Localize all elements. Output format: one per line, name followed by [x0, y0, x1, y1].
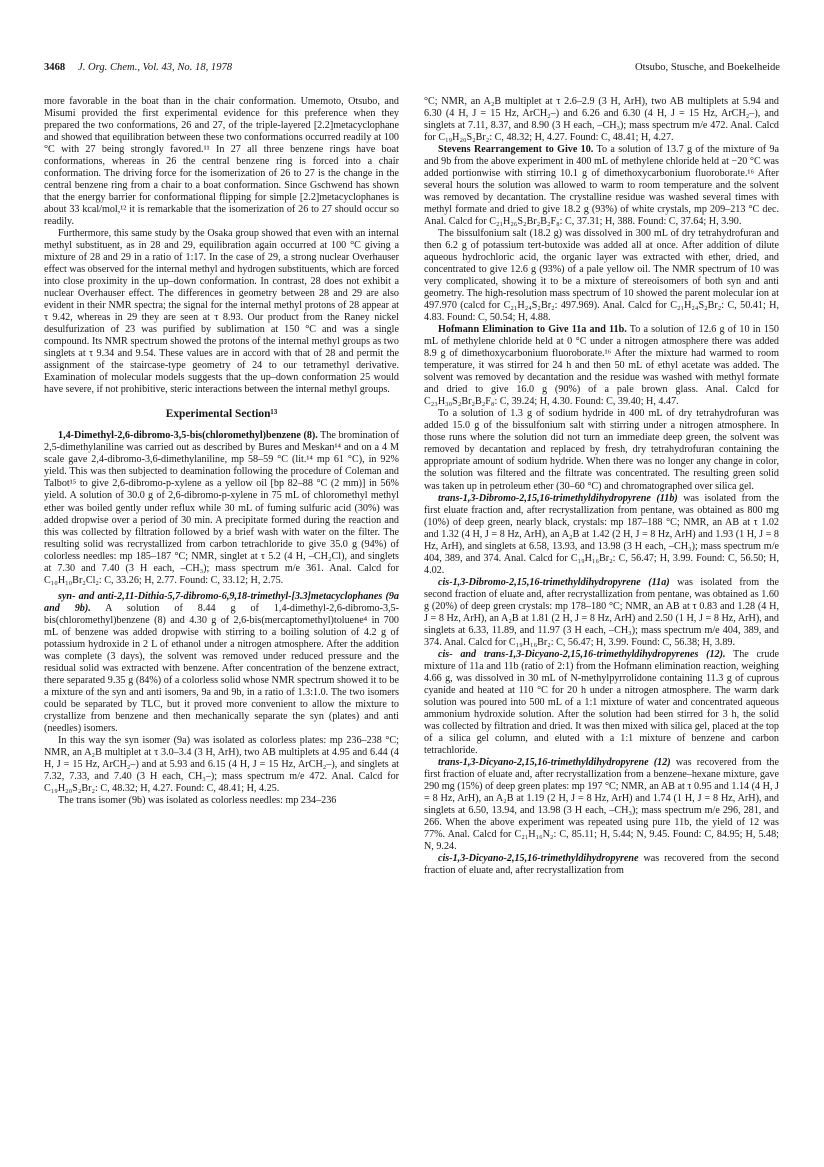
paragraph: Furthermore, this same study by the Osaka group showed that even with an internal methyl substituent, as in 28 and 29, equilibration again occurred at 100 °C giving a mixture of 28 and 29 in a ratio of 1:17. In the case of 29, a strong nuclear Overhauser effect was observed for the internal methyl and hydrogen substituents, which are forced into close proximity in the up–down conformation. In contrast, 28 does not exhibit a nuclear Overhauser effect. The differences in geometry between 28 and 29 are also evident in their NMR spectra; the signal for the internal methyl protons of 28 appear at τ 9.42, whereas in 29 they are seen at τ 8.93. Our product from the Raney nickel desulfurization of 23 was purified by sublimation at 150 °C and was a single compound. Its NMR spectrum showed the protons of the internal methyl groups as two singlets at τ 9.34 and 9.54. These values are in accord with that of 28 and permit the assignment of the staircase-type geometry of 24 to our tetramethyl derivative. Examination of molecular models suggests that the up–down conformation 25 would have severe, if not prohibitive, steric interactions between the internal methyl groups.: [44, 228, 399, 396]
paragraph-text: The bromination of 2,5-dimethylaniline was carried out as described by Bures and Meskan¹⁴ and on a 4 M scale gave 2,4-dibromo-3,6-dimethylaniline, mp 58–59 °C (lit.¹⁴ mp 61 °C), in 92% yield. This was then subjected to deamination following the procedure of Coleman and Talbot¹⁵ to give 2,6-dibromo-p-xylene as a yellow oil [bp 82–88 °C (2 mm)] in 56% yield. A solution of 30.0 g of 2,6-dibromo-p-xylene in 75 mL of chloromethyl methyl ether was boiled gently under reflux while 30 mL of fuming sulfuric acid (30%) was added dropwise over a period of 30 min. A precipitate formed during the reaction and this was collected by filtration followed by a brief wash with water on the filter. The resulting solid was recrystallized from carbon tetrachloride to give 35.0 g (94%) of colorless needles: mp 185–187 °C; NMR, singlet at τ 5.2 (4 H, –CH₂Cl), and singlets at 7.30 and 7.40 (3 H each, –CH₃); mass spectrum m/e 361. Anal. Calcd for C₁₀H₁₀Br₂Cl₂: C, 33.26; H, 2.77. Found: C, 33.12; H, 2.75.: [44, 430, 399, 586]
paragraph-text: was recovered from the first fraction of eluate and, after recrystallization from a benzene–hexane mixture, gave 290 mg (15%) of deep green plates: mp 197 °C; NMR, an AB at τ 0.95 and 1.14 (4 H, J = 8 Hz, ArH), an A₂B at 1.19 (2 H, J = 8 Hz, ArH) and 1.74 (1 H, J = 8 Hz, ArH), and singlets at 6.50, 13.94, and 13.98 (3 H each, –CH₃); mass spectrum m/e 296, 281, and 266. When the above experiment was repeated using pure 11b, the yield of 12 was 77%. Anal. Calcd for C₂₁H₁₆N₂: C, 85.11; H, 5.44; N, 9.45. Found: C, 84.95; H, 5.48; N, 9.24.: [424, 756, 779, 852]
experimental-paragraph: [44, 430, 399, 586]
paragraph: The trans isomer (9b) was isolated as colorless needles: mp 234–236: [58, 794, 337, 806]
right-column: [424, 96, 779, 877]
experimental-paragraph: [424, 853, 779, 877]
paragraph: The bissulfonium salt (18.2 g) was dissolved in 300 mL of dry tetrahydrofuran and then 6.2 g of potassium tert-butoxide was added all at once. After addition of dilute aqueous hydrochloric acid, the organic layer was extracted with ether, dried, and concentrated to give 12.6 g (93%) of a pale yellow oil. The NMR spectrum of 10 was very complicated, showing it to be a mixture of stereoisomers of both syn and anti geometry. The high-resolution mass spectrum of 10 showed the parent molecular ion at 497.970 (calcd for C₂₁H₂₄S₂Br₂: 497.969). Anal. Calcd for C₂₁H₂₄S₂Br₂: C, 50.41; H, 4.83. Found: C, 50.54; H, 4.88.: [424, 228, 779, 324]
paragraph-text: To a solution of 13.7 g of the mixture of 9a and 9b from the above experiment in 400 mL of methylene chloride held at −20 °C was added portionwise with stirring 10.1 g of dimethoxycarbonium fluoroborate.¹⁶ After several hours the solution was allowed to warm to room temperature and the solvent was removed by decantation. The crystalline residue was washed several times with methyl formate and dried to give 18.2 g (93%) of white crystals, mp 209–213 °C dec. Anal. Calcd for C₂₁H₂₆S₂Br₂B₂F₈: C, 37.31; H, 388. Found: C, 37.64; H, 3.90.: [424, 144, 780, 228]
page-number: 3468: [44, 62, 66, 73]
paragraph: To a solution of 1.3 g of sodium hydride in 400 mL of dry tetrahydrofuran was added 15.0 g of the bissulfonium salt with stirring under a nitrogen atmosphere. In those runs where the solution did not turn an immediate deep green, the solvent was removed by decantation and replaced by fresh, dry tetrahydrofuran containing the appropriate amount of sodium hydride. When there was no longer any change in color, the solution was filtered and the filtrate was concentrated. The resulting green solid was taken up in petroleum ether (30–60 °C) and chromatographed over silica gel.: [424, 408, 779, 492]
experimental-paragraph: [424, 757, 779, 853]
compound-heading: trans-1,3-Dibromo-2,15,16-trimethyldihydropyrene (11b): [438, 492, 678, 504]
paragraph-text: was isolated from the first eluate fraction and, after recrystallization from pentane, was obtained as 800 mg (10%) of deep green, nearly black, crystals: mp 187–188 °C; NMR, an AB at τ 1.02 and 1.32 (4 H, J = 8 Hz, ArH), an A₂B at 1.42 (2 H, J = 8 Hz, ArH) and 1.93 (1 H, J = 8 Hz, ArH), and singlets at 6.58, 13.93, and 13.98 (3 H each, –CH₃); mass spectrum m/e 404, 389, and 374. Anal. Calcd for C₁₉H₁₆Br₂: C, 56.47; H, 3.99. Found: C, 56.50; H, 4.02.: [424, 492, 779, 576]
paragraph-text: The crude mixture of 11a and 11b (ratio of 2:1) from the Hofmann elimination reaction, weighing 4.66 g, was dissolved in 30 mL of N-methylpyrrolidone containing 11.3 g of cuprous cyanide and heated at 110 °C for 20 h under a nitrogen atmosphere. The warm dark solution was poured into 500 mL of a 1:1 mixture of water and concentrated aqueous ammonium hydroxide solution. After the solution had been stirred for 3 h, the solid was collected by filtration and dried. It was then mixed with silica gel, placed at the top of a silica gel column, and eluted with a 1:1 mixture of benzene and carbon tetrachloride.: [424, 648, 779, 756]
experimental-paragraph: [424, 493, 779, 577]
compound-heading: Hofmann Elimination to Give 11a and 11b.: [438, 324, 627, 336]
paragraph-text: To a solution of 12.6 g of 10 in 150 mL of methylene chloride held at 0 °C under a nitrogen atmosphere there was added 8.9 g of dimethoxycarbonium fluoroborate.¹⁶ After the mixture had warmed to room temperature, it was stirred for 24 h and then 50 mL of ethyl acetate was added. The solvent was removed by decantation and the residue was washed with methyl formate and dried to give 16.0 g (90%) of a pale brown glass. Anal. Calcd for C₂₃H₃₀S₂Br₂B₂F₈: C, 39.24; H, 4.30. Found: C, 39.40; H, 4.47.: [424, 324, 779, 408]
paragraph: In this way the syn isomer (9a) was isolated as colorless plates: mp 236–238 °C; NMR, an A₂B multiplet at τ 3.0–3.4 (3 H, ArH), two AB multiplets at 4.95 and 6.44 (4 H, J = 15 Hz, ArCH₂–) and at 5.93 and 6.15 (4 H, J = 15 Hz, ArCH₂–), and singlets at 7.32, 7.33, and 7.40 (3 H each, CH₃–); mass spectrum m/e 472. Anal. Calcd for C₁₉H₂₀S₂Br₂: C, 48.32; H, 4.27. Found: C, 48.41; H, 4.25.: [44, 734, 399, 794]
compound-heading: cis-1,3-Dicyano-2,15,16-trimethyldihydropyrene: [438, 852, 639, 864]
experimental-paragraph: [44, 591, 399, 735]
compound-heading: trans-1,3-Dicyano-2,15,16-trimethyldihydropyrene (12): [438, 756, 671, 768]
running-authors: Otsubo, Stusche, and Boekelheide: [634, 62, 780, 73]
experimental-paragraph: [424, 144, 779, 228]
compound-heading: 1,4-Dimethyl-2,6-dibromo-3,5-bis(chloromethyl)benzene (8).: [58, 430, 318, 442]
compound-heading: cis-1,3-Dibromo-2,15,16-trimethyldihydropyrene (11a): [438, 576, 670, 588]
paragraph-text: A solution of 8.44 g of 1,4-dimethyl-2,6-dibromo-3,5-bis(chloromethyl)benzene (8) and 4.30 g of 2,6-bis(mercaptomethyl)toluene⁴ in 700 mL of benzene was added dropwise with stirring to a boiling solution of 4.2 g of potassium hydroxide in 2 L of ethanol under a nitrogen atmosphere. After the addition was complete (3 days), the solvent was removed under reduced pressure and the residual solid was extracted with benzene. After concentration of the benzene extract, there separated 9.35 g (84%) of a colorless solid whose NMR spectrum showed it to be a mixture of the syn and anti isomers, 9a and 9b, in a ratio of 1.3:1.0. The two isomers could be separated by TLC, but it proved more convenient to allow the mixture to crystallize from benzene and then mechanically separate the syn (plates) and anti (needles) isomers.: [44, 602, 399, 734]
paragraph-text: was recovered from the second fraction of eluate and, after recrystallization from: [424, 852, 779, 876]
experimental-paragraph: [424, 649, 779, 757]
left-column: [44, 96, 399, 807]
compound-heading: Stevens Rearrangement to Give 10.: [438, 144, 594, 156]
section-heading: Experimental Section¹³: [165, 408, 278, 421]
paragraph-text: was isolated from the second fraction of eluate and, after recrystallization from pentane, was obtained as 1.60 g (20%) of deep green crystals: mp 178–180 °C; NMR, an AB at τ 0.83 and 1.28 (4 H, J = 8 Hz, ArH), an A₂B at 1.81 (2 H, J = 8 Hz, ArH) and 2.50 (1 H, J = 8 Hz, ArH), and singlets at 6.33, 11.89, and 11.97 (3 H each, –CH₃); mass spectrum m/e 404, 389, and 374. Anal. Calcd for C₁₉H₁₆Br₂: C, 56.47; H, 3.99. Found: C, 56.38; H, 3.89.: [424, 576, 779, 648]
journal-citation: J. Org. Chem., Vol. 43, No. 18, 1978: [78, 62, 233, 73]
compound-heading: cis- and trans-1,3-Dicyano-2,15,16-trimethyldihydropyrenes (12).: [438, 648, 726, 660]
running-header: [44, 62, 780, 78]
compound-heading: syn- and anti-2,11-Dithia-5,7-dibromo-6,9,18-trimethyl-[3.3]metacyclophanes (9a and 9b).: [44, 590, 399, 614]
paragraph: more favorable in the boat than in the chair conformation. Umemoto, Otsubo, and Misumi provided the first experimental evidence for this preference when they prepared the two conformations, 26 and 27, of the triple-layered [2.2]metacyclophane and showed that equilibration between these two conformations occurred readily at 100 °C with 27 being strongly favored.¹¹ In 27 all three benzene rings have boat conformations, whereas in 26 the central benzene ring is forced into a chair conformation. The driving force for the isomerization of 26 to 27 is the change in the central benzene ring from a chair to a boat conformation. Since Gschwend has shown that the energy barrier for conformational flipping for simple [2.2]metacyclophanes is about 33 kcal/mol,¹² it is remarkable that the isomerization of 26 to 27 should occur so readily.: [44, 96, 399, 228]
experimental-paragraph: [424, 324, 779, 408]
paragraph: °C; NMR, an A₂B multiplet at τ 2.6–2.9 (3 H, ArH), two AB multiplets at 5.94 and 6.30 (4 H, J = 15 Hz, ArCH₂–) and 6.26 and 6.30 (4 H, J = 15 Hz, ArCH₂–), and singlets at 7.11, 8.37, and 8.90 (3 H each, –CH₃); mass spectrum m/e 472. Anal. Calcd for C₁₉H₂₀S₂Br₂: C, 48.32; H, 4.27. Found: C, 48.41; H, 4.27.: [424, 96, 779, 144]
experimental-paragraph: [424, 577, 779, 649]
